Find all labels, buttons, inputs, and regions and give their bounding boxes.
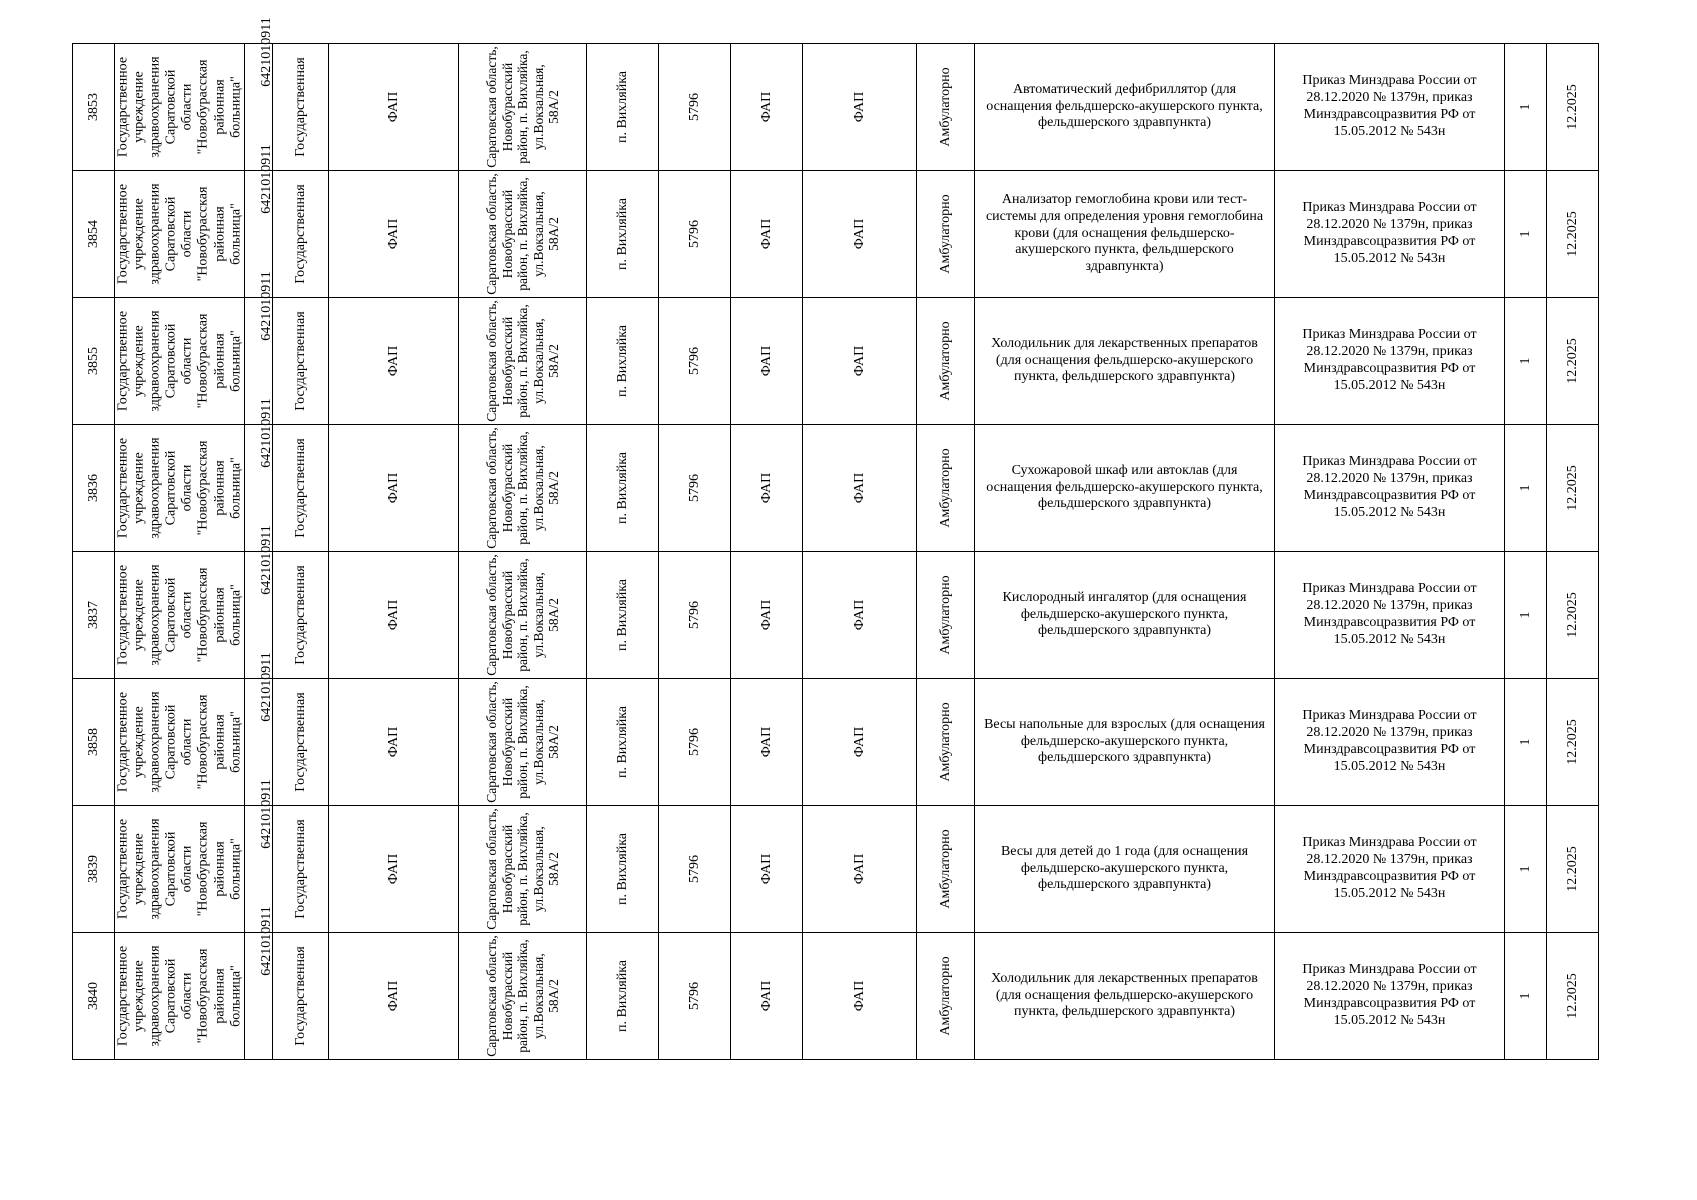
regulatory-order: Приказ Минздрава России от 28.12.2020 № 1379н, приказ Минздравсоцразвития РФ от 15.05.2012 № 543н (1302, 962, 1477, 1028)
inn-value: 6421010911 (258, 144, 274, 214)
equipment-name: Холодильник для лекарственных препаратов (для оснащения фельдшерско-акушерского пункта, фельдшерского здравпункта) (991, 970, 1258, 1020)
organization-name: Государственное учреждение здравоохранения Саратовской области "Новобурасская районная больница" (115, 818, 243, 920)
unit-type: ФАП (851, 91, 867, 123)
settlement-cell (587, 806, 659, 933)
regulatory-order: Приказ Минздрава России от 28.12.2020 № 1379н, приказ Минздравсоцразвития РФ от 15.05.2012 № 543н (1302, 73, 1477, 139)
row-number: 3839 (85, 855, 101, 883)
ownership-form-cell (273, 298, 329, 425)
regulatory-order: Приказ Минздрава России от 28.12.2020 № 1379н, приказ Минздравсоцразвития РФ от 15.05.2012 № 543н (1302, 327, 1477, 393)
unit-type-cell (803, 552, 917, 679)
facility-type-cell (329, 171, 459, 298)
care-conditions: Амбулаторно (937, 956, 953, 1036)
facility-type-cell (329, 44, 459, 171)
quantity-cell (1505, 44, 1547, 171)
organization-name: Государственное учреждение здравоохранения Саратовской области "Новобурасская районная больница" (115, 310, 243, 412)
equipment-name-cell (975, 171, 1275, 298)
unit-name: ФАП (758, 980, 774, 1012)
oktmo-code: 5796 (686, 474, 702, 502)
organization-name-cell (115, 806, 245, 933)
care-conditions-cell (917, 933, 975, 1060)
settlement: п. Вихляйка (614, 832, 630, 906)
address-cell (459, 679, 587, 806)
oktmo-code: 5796 (686, 855, 702, 883)
address-cell (459, 171, 587, 298)
due-date-cell (1547, 933, 1599, 1060)
facility-type-cell (329, 806, 459, 933)
quantity: 1 (1517, 103, 1533, 111)
care-conditions-cell (917, 298, 975, 425)
unit-name: ФАП (758, 218, 774, 250)
settlement-cell (587, 425, 659, 552)
equipment-name-cell (975, 298, 1275, 425)
due-date: 12.2025 (1564, 338, 1580, 384)
equipment-name-cell (975, 552, 1275, 679)
equipment-name: Весы напольные для взрослых (для оснащения фельдшерско-акушерского пункта, фельдшерского здравпункта) (984, 716, 1265, 766)
care-conditions-cell (917, 44, 975, 171)
facility-type: ФАП (385, 345, 401, 377)
address: Саратовская область, Новобурасский район, п. Вихляйка, ул.Вокзальная, 58А/2 (483, 808, 561, 930)
due-date: 12.2025 (1564, 719, 1580, 765)
regulatory-order-cell (1275, 679, 1505, 806)
organization-name-cell (115, 425, 245, 552)
row-number-cell (73, 552, 115, 679)
care-conditions: Амбулаторно (937, 829, 953, 909)
unit-type: ФАП (851, 472, 867, 504)
row-number: 3858 (85, 728, 101, 756)
facility-type-cell (329, 679, 459, 806)
ownership-form-cell (273, 44, 329, 171)
table-row (73, 171, 1599, 298)
oktmo-code: 5796 (686, 728, 702, 756)
unit-name: ФАП (758, 726, 774, 758)
quantity-cell (1505, 552, 1547, 679)
due-date-cell (1547, 806, 1599, 933)
quantity-cell (1505, 425, 1547, 552)
row-number-cell (73, 933, 115, 1060)
regulatory-order-cell (1275, 171, 1505, 298)
unit-name-cell (731, 679, 803, 806)
unit-type-cell (803, 425, 917, 552)
regulatory-order: Приказ Минздрава России от 28.12.2020 № 1379н, приказ Минздравсоцразвития РФ от 15.05.2012 № 543н (1302, 454, 1477, 520)
address: Саратовская область, Новобурасский район, п. Вихляйка, ул.Вокзальная, 58А/2 (483, 46, 561, 168)
care-conditions-cell (917, 679, 975, 806)
inn-value-cell (245, 906, 274, 1060)
organization-name: Государственное учреждение здравоохранения Саратовской области "Новобурасская районная больница" (115, 691, 243, 793)
equipment-name: Анализатор гемоглобина крови или тест-системы для определения уровня гемоглобина крови (для оснащения фельдшерско-акушерского пункта, фельдшерского здравпункта) (985, 192, 1264, 275)
settlement: п. Вихляйка (614, 324, 630, 398)
quantity: 1 (1517, 865, 1533, 873)
settlement-cell (587, 933, 659, 1060)
equipment-name-cell (975, 44, 1275, 171)
facility-type: ФАП (385, 599, 401, 631)
address: Саратовская область, Новобурасский район, п. Вихляйка, ул.Вокзальная, 58А/2 (483, 173, 561, 295)
inn-value: 6421010911 (258, 398, 274, 468)
equipment-name: Кислородный ингалятор (для оснащения фельдшерско-акушерского пункта, фельдшерского здравпункта) (1002, 589, 1247, 639)
care-conditions: Амбулаторно (937, 67, 953, 147)
unit-name-cell (731, 171, 803, 298)
ownership-form: Государственная (292, 57, 308, 157)
settlement: п. Вихляйка (614, 70, 630, 144)
equipment-name: Весы для детей до 1 года (для оснащения фельдшерско-акушерского пункта, фельдшерского здравпункта) (1000, 843, 1249, 893)
inn-value: 6421010911 (258, 779, 274, 849)
care-conditions: Амбулаторно (937, 448, 953, 528)
unit-name: ФАП (758, 472, 774, 504)
unit-name: ФАП (758, 91, 774, 123)
unit-name: ФАП (758, 345, 774, 377)
ownership-form: Государственная (292, 565, 308, 665)
unit-name-cell (731, 298, 803, 425)
care-conditions: Амбулаторно (937, 702, 953, 782)
equipment-name-cell (975, 679, 1275, 806)
settlement-cell (587, 552, 659, 679)
address: Саратовская область, Новобурасский район, п. Вихляйка, ул.Вокзальная, 58А/2 (483, 427, 561, 549)
unit-type: ФАП (851, 980, 867, 1012)
settlement-cell (587, 298, 659, 425)
table-row (73, 933, 1599, 1060)
inn-value: 6421010911 (258, 906, 274, 976)
oktmo-code-cell (659, 425, 731, 552)
ownership-form-cell (273, 425, 329, 552)
care-conditions: Амбулаторно (937, 194, 953, 274)
table-row (73, 44, 1599, 171)
regulatory-order: Приказ Минздрава России от 28.12.2020 № 1379н, приказ Минздравсоцразвития РФ от 15.05.2012 № 543н (1302, 581, 1477, 647)
equipment-name: Холодильник для лекарственных препаратов (для оснащения фельдшерско-акушерского пункта, фельдшерского здравпункта) (991, 335, 1258, 385)
oktmo-code-cell (659, 679, 731, 806)
organization-name: Государственное учреждение здравоохранения Саратовской области "Новобурасская районная больница" (115, 945, 243, 1047)
unit-type-cell (803, 679, 917, 806)
address-cell (459, 806, 587, 933)
ownership-form-cell (273, 933, 329, 1060)
unit-type: ФАП (851, 853, 867, 885)
equipment-name-cell (975, 425, 1275, 552)
quantity: 1 (1517, 738, 1533, 746)
unit-name-cell (731, 44, 803, 171)
oktmo-code: 5796 (686, 601, 702, 629)
unit-name-cell (731, 806, 803, 933)
due-date-cell (1547, 171, 1599, 298)
settlement: п. Вихляйка (614, 197, 630, 271)
equipment-name: Сухожаровой шкаф или автоклав (для оснащения фельдшерско-акушерского пункта, фельдшерского здравпункта) (986, 462, 1263, 512)
address: Саратовская область, Новобурасский район, п. Вихляйка, ул.Вокзальная, 58А/2 (483, 935, 561, 1057)
inn-value: 6421010911 (258, 652, 274, 722)
settlement-cell (587, 679, 659, 806)
oktmo-code-cell (659, 171, 731, 298)
settlement-cell (587, 44, 659, 171)
ownership-form: Государственная (292, 184, 308, 284)
ownership-form: Государственная (292, 819, 308, 919)
row-number: 3837 (85, 601, 101, 629)
facility-type: ФАП (385, 472, 401, 504)
facility-type-cell (329, 298, 459, 425)
equipment-name-cell (975, 933, 1275, 1060)
care-conditions: Амбулаторно (937, 321, 953, 401)
address: Саратовская область, Новобурасский район, п. Вихляйка, ул.Вокзальная, 58А/2 (483, 681, 561, 803)
settlement: п. Вихляйка (614, 959, 630, 1033)
quantity: 1 (1517, 611, 1533, 619)
unit-name: ФАП (758, 853, 774, 885)
row-number: 3855 (85, 347, 101, 375)
unit-type: ФАП (851, 726, 867, 758)
care-conditions-cell (917, 552, 975, 679)
ownership-form-cell (273, 806, 329, 933)
organization-name-cell (115, 171, 245, 298)
due-date: 12.2025 (1564, 465, 1580, 511)
unit-type-cell (803, 171, 917, 298)
unit-type-cell (803, 298, 917, 425)
facility-type: ФАП (385, 980, 401, 1012)
oktmo-code: 5796 (686, 93, 702, 121)
regulatory-order-cell (1275, 552, 1505, 679)
facility-type: ФАП (385, 218, 401, 250)
row-number-cell (73, 44, 115, 171)
oktmo-code-cell (659, 552, 731, 679)
ownership-form-cell (273, 679, 329, 806)
care-conditions-cell (917, 806, 975, 933)
facility-type: ФАП (385, 853, 401, 885)
unit-type-cell (803, 806, 917, 933)
regulatory-order: Приказ Минздрава России от 28.12.2020 № 1379н, приказ Минздравсоцразвития РФ от 15.05.2012 № 543н (1302, 200, 1477, 266)
row-number-cell (73, 679, 115, 806)
equipment-name: Автоматический дефибриллятор (для оснащения фельдшерско-акушерского пункта, фельдшерского здравпункта) (986, 81, 1263, 131)
inn-value: 6421010911 (258, 271, 274, 341)
regulatory-order-cell (1275, 806, 1505, 933)
ownership-form: Государственная (292, 692, 308, 792)
table-body (73, 17, 1599, 1060)
oktmo-code-cell (659, 298, 731, 425)
unit-name-cell (731, 425, 803, 552)
regulatory-order: Приказ Минздрава России от 28.12.2020 № 1379н, приказ Минздравсоцразвития РФ от 15.05.2012 № 543н (1302, 708, 1477, 774)
regulatory-order-cell (1275, 425, 1505, 552)
oktmo-code: 5796 (686, 220, 702, 248)
ownership-form-cell (273, 552, 329, 679)
quantity-cell (1505, 298, 1547, 425)
due-date: 12.2025 (1564, 592, 1580, 638)
quantity: 1 (1517, 357, 1533, 365)
unit-type: ФАП (851, 218, 867, 250)
due-date: 12.2025 (1564, 84, 1580, 130)
organization-name: Государственное учреждение здравоохранения Саратовской области "Новобурасская районная больница" (115, 564, 243, 666)
table-row (73, 298, 1599, 425)
due-date-cell (1547, 425, 1599, 552)
inn-value: 6421010911 (258, 17, 274, 87)
regulatory-order-cell (1275, 933, 1505, 1060)
table-row (73, 425, 1599, 552)
organization-name-cell (115, 933, 245, 1060)
address-cell (459, 425, 587, 552)
facility-type: ФАП (385, 726, 401, 758)
quantity-cell (1505, 806, 1547, 933)
due-date-cell (1547, 679, 1599, 806)
regulatory-order: Приказ Минздрава России от 28.12.2020 № 1379н, приказ Минздравсоцразвития РФ от 15.05.2012 № 543н (1302, 835, 1477, 901)
oktmo-code-cell (659, 806, 731, 933)
equipment-name-cell (975, 806, 1275, 933)
row-number: 3840 (85, 982, 101, 1010)
row-number: 3853 (85, 93, 101, 121)
due-date: 12.2025 (1564, 973, 1580, 1019)
ownership-form: Государственная (292, 438, 308, 538)
organization-name-cell (115, 298, 245, 425)
document-sheet (72, 17, 1599, 1060)
unit-type-cell (803, 933, 917, 1060)
equipment-table (72, 17, 1599, 1060)
unit-name-cell (731, 552, 803, 679)
ownership-form: Государственная (292, 946, 308, 1046)
organization-name-cell (115, 552, 245, 679)
care-conditions-cell (917, 425, 975, 552)
ownership-form: Государственная (292, 311, 308, 411)
address-cell (459, 933, 587, 1060)
settlement: п. Вихляйка (614, 578, 630, 652)
due-date-cell (1547, 298, 1599, 425)
due-date: 12.2025 (1564, 846, 1580, 892)
table-row (73, 679, 1599, 806)
regulatory-order-cell (1275, 44, 1505, 171)
oktmo-code-cell (659, 933, 731, 1060)
oktmo-code-cell (659, 44, 731, 171)
row-number-cell (73, 425, 115, 552)
quantity-cell (1505, 679, 1547, 806)
address-cell (459, 44, 587, 171)
address: Саратовская область, Новобурасский район, п. Вихляйка, ул.Вокзальная, 58А/2 (483, 300, 561, 422)
settlement: п. Вихляйка (614, 705, 630, 779)
inn-value: 6421010911 (258, 525, 274, 595)
quantity: 1 (1517, 230, 1533, 238)
table-row (73, 552, 1599, 679)
regulatory-order-cell (1275, 298, 1505, 425)
row-number-cell (73, 298, 115, 425)
organization-name: Государственное учреждение здравоохранения Саратовской области "Новобурасская районная больница" (115, 437, 243, 539)
quantity-cell (1505, 933, 1547, 1060)
row-number: 3836 (85, 474, 101, 502)
unit-type: ФАП (851, 345, 867, 377)
unit-type: ФАП (851, 599, 867, 631)
facility-type-cell (329, 933, 459, 1060)
table-row (73, 806, 1599, 933)
organization-name: Государственное учреждение здравоохранения Саратовской области "Новобурасская районная больница" (115, 56, 243, 158)
quantity-cell (1505, 171, 1547, 298)
oktmo-code: 5796 (686, 347, 702, 375)
facility-type-cell (329, 425, 459, 552)
unit-name: ФАП (758, 599, 774, 631)
address-cell (459, 298, 587, 425)
address: Саратовская область, Новобурасский район, п. Вихляйка, ул.Вокзальная, 58А/2 (483, 554, 561, 676)
care-conditions: Амбулаторно (937, 575, 953, 655)
unit-name-cell (731, 933, 803, 1060)
address-cell (459, 552, 587, 679)
unit-type-cell (803, 44, 917, 171)
due-date: 12.2025 (1564, 211, 1580, 257)
row-number-cell (73, 171, 115, 298)
organization-name-cell (115, 679, 245, 806)
organization-name: Государственное учреждение здравоохранения Саратовской области "Новобурасская районная больница" (115, 183, 243, 285)
quantity: 1 (1517, 484, 1533, 492)
settlement: п. Вихляйка (614, 451, 630, 525)
due-date-cell (1547, 44, 1599, 171)
row-number: 3854 (85, 220, 101, 248)
settlement-cell (587, 171, 659, 298)
quantity: 1 (1517, 992, 1533, 1000)
facility-type-cell (329, 552, 459, 679)
oktmo-code: 5796 (686, 982, 702, 1010)
due-date-cell (1547, 552, 1599, 679)
organization-name-cell (115, 44, 245, 171)
care-conditions-cell (917, 171, 975, 298)
row-number-cell (73, 806, 115, 933)
facility-type: ФАП (385, 91, 401, 123)
ownership-form-cell (273, 171, 329, 298)
